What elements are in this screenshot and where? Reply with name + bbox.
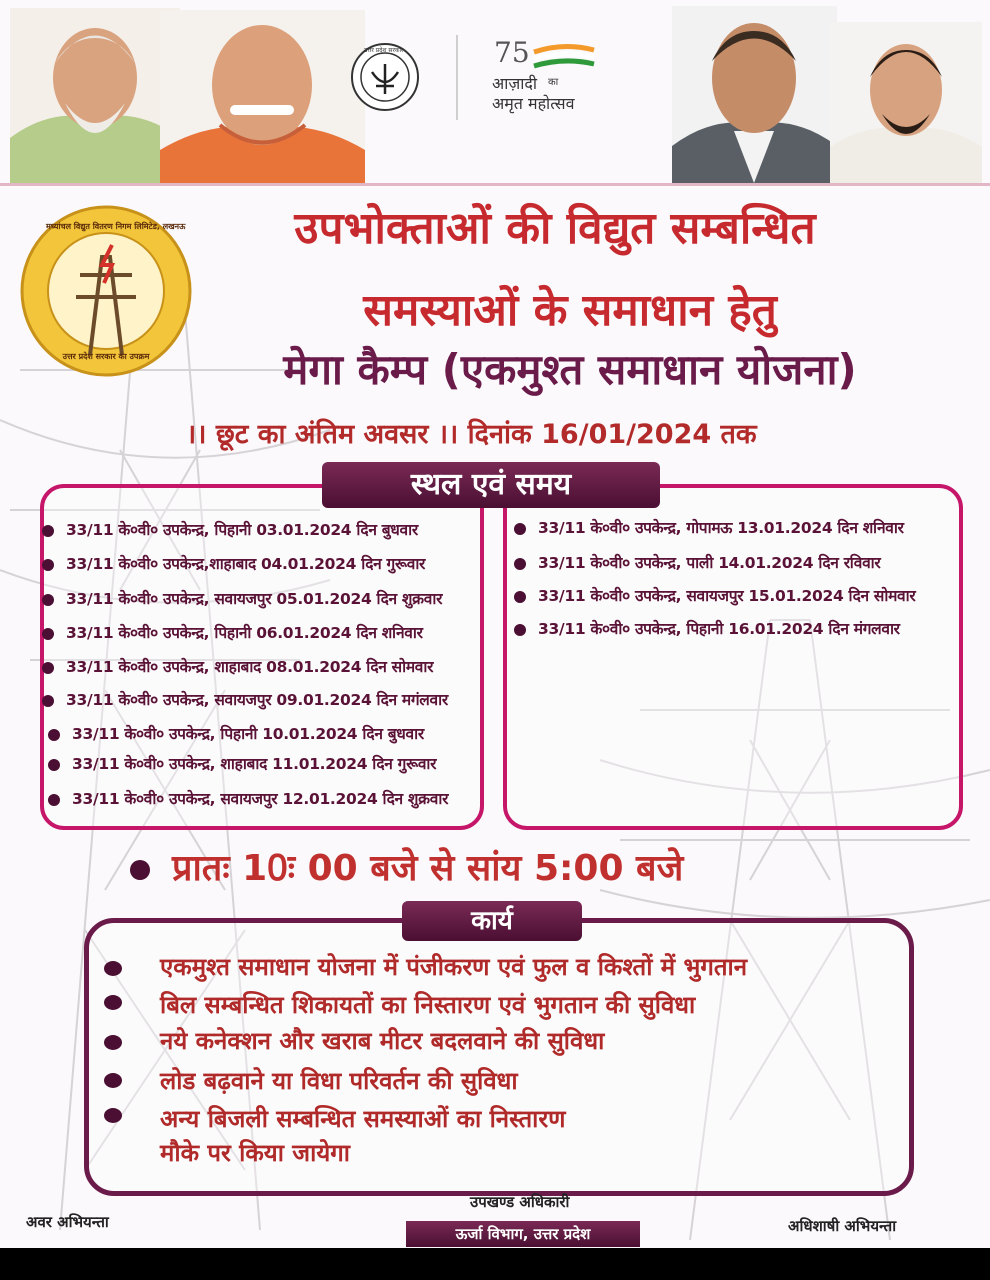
- header: [0, 0, 990, 186]
- discom-ring-text: मध्यांचल विद्युत वितरण निगम लिमिटेड, लखनऊ: [46, 222, 186, 231]
- bullet-icon: [514, 558, 526, 570]
- tasks-banner: कार्य: [402, 901, 582, 941]
- bullet-icon: [42, 559, 54, 571]
- bullet-icon: [48, 794, 60, 806]
- task-item: अन्य बिजली सम्बन्धित समस्याओं का निस्तारण: [160, 1105, 566, 1133]
- bullet-icon: [42, 525, 54, 537]
- schedule-item: 33/11 के०वी० उपकेन्द्र, शाहाबाद 08.01.2024 दिन सोमवार: [42, 655, 433, 677]
- schedule-item: 33/11 के०वी० उपकेन्द्र, सवायजपुर 05.01.2024 दिन शुक्रवार: [42, 587, 442, 609]
- bullet-icon: [42, 628, 54, 640]
- timing-text: प्रातः 10ः 00 बजे से सांय 5:00 बजे: [172, 848, 684, 889]
- task-item: मौके पर किया जायेगा: [160, 1139, 350, 1167]
- bullet-icon: [514, 591, 526, 603]
- task-item: बिल सम्बन्धित शिकायतों का निस्तारण एवं भुगतान की सुविधा: [160, 991, 696, 1019]
- footer-center-signatory: उपखण्ड अधिकारी: [470, 1193, 570, 1211]
- schedule-item: 33/11 के०वी० उपकेन्द्र, सवायजपुर 12.01.2024 दिन शुक्रवार: [48, 787, 448, 809]
- subtitle-last-chance: ।। छूट का अंतिम अवसर ।। दिनांक 16/01/2024 तक: [186, 419, 757, 450]
- bullet-icon: [104, 1108, 122, 1123]
- portrait-right-2: [830, 22, 982, 183]
- task-item: एकमुश्त समाधान योजना में पंजीकरण एवं फुल व किश्तों में भुगतान: [160, 953, 748, 981]
- bullet-icon: [104, 1035, 122, 1050]
- bullet-icon: [514, 523, 526, 535]
- schedule-item: 33/11 के०वी० उपकेन्द्र, पिहानी 03.01.2024 दिन बुधवार: [42, 518, 418, 540]
- footer-right-signatory: अधिशाषी अभियन्ता: [788, 1217, 897, 1235]
- azadi-line2: अमृत महोत्सव: [492, 94, 575, 113]
- up-govt-emblem-text: उत्तर प्रदेश सरकार: [364, 47, 404, 54]
- title-line-3: मेगा कैम्प (एकमुश्त समाधान योजना): [283, 345, 857, 394]
- bullet-icon: [514, 624, 526, 636]
- azadi-number: 75: [494, 36, 530, 69]
- portrait-left-2: [160, 10, 365, 185]
- azadi-ka-amrit-mahotsav-logo: [480, 36, 620, 116]
- schedule-item: 33/11 के०वी० उपकेन्द्र, शाहाबाद 11.01.2024 दिन गुरूवार: [48, 752, 436, 774]
- schedule-item: 33/11 के०वी० उपकेन्द्र,शाहाबाद 04.01.2024 दिन गुरूवार: [42, 552, 425, 574]
- title-line-1: उपभोक्ताओं की विद्युत सम्बन्धित: [294, 203, 816, 254]
- bullet-icon: [42, 594, 54, 606]
- bullet-icon: [104, 961, 122, 976]
- bullet-icon: [104, 995, 122, 1010]
- bullet-icon: [42, 662, 54, 674]
- portrait-right-1: [672, 6, 837, 183]
- bullet-icon: [104, 1073, 122, 1088]
- portrait-left-1: [10, 8, 180, 183]
- header-divider: [456, 35, 458, 120]
- up-government-emblem: [350, 42, 420, 112]
- footer-department-banner: ऊर्जा विभाग, उत्तर प्रदेश: [406, 1221, 640, 1247]
- bullet-icon: [130, 860, 150, 880]
- bullet-icon: [42, 695, 54, 707]
- bullet-icon: [48, 729, 60, 741]
- timing-line: [130, 842, 683, 891]
- task-item: लोड बढ़वाने या विधा परिवर्तन की सुविधा: [160, 1067, 518, 1095]
- bullet-icon: [48, 759, 60, 771]
- azadi-line1: आज़ादी: [492, 74, 538, 93]
- azadi-line1-suffix: का: [548, 77, 559, 88]
- tricolor-flag-icon: [534, 44, 594, 70]
- venue-time-banner: स्थल एवं समय: [322, 462, 660, 508]
- schedule-item: 33/11 के०वी० उपकेन्द्र, पिहानी 06.01.2024 दिन शनिवार: [42, 621, 423, 643]
- schedule-item: 33/11 के०वी० उपकेन्द्र, पाली 14.01.2024 दिन रविवार: [514, 551, 880, 573]
- title-line-2: समस्याओं के समाधान हेतु: [363, 285, 777, 336]
- header-separator: [0, 183, 990, 186]
- discom-bottom-text: उत्तर प्रदेश सरकार का उपक्रम: [62, 352, 150, 361]
- task-item: नये कनेक्शन और खराब मीटर बदलवाने की सुविधा: [160, 1027, 605, 1055]
- schedule-item: 33/11 के०वी० उपकेन्द्र, गोपामऊ 13.01.2024 दिन शनिवार: [514, 516, 904, 538]
- schedule-item: 33/11 के०वी० उपकेन्द्र, सवायजपुर 15.01.2024 दिन सोमवार: [514, 584, 915, 606]
- bottom-bar: [0, 1248, 990, 1280]
- schedule-item: 33/11 के०वी० उपकेन्द्र, सवायजपुर 09.01.2024 दिन मगंलवार: [42, 688, 448, 710]
- schedule-item: 33/11 के०वी० उपकेन्द्र, पिहानी 10.01.2024 दिन बुधवार: [48, 722, 424, 744]
- footer-left-signatory: अवर अभियन्ता: [26, 1213, 109, 1231]
- schedule-item: 33/11 के०वी० उपकेन्द्र, पिहानी 16.01.2024 दिन मंगलवार: [514, 617, 900, 639]
